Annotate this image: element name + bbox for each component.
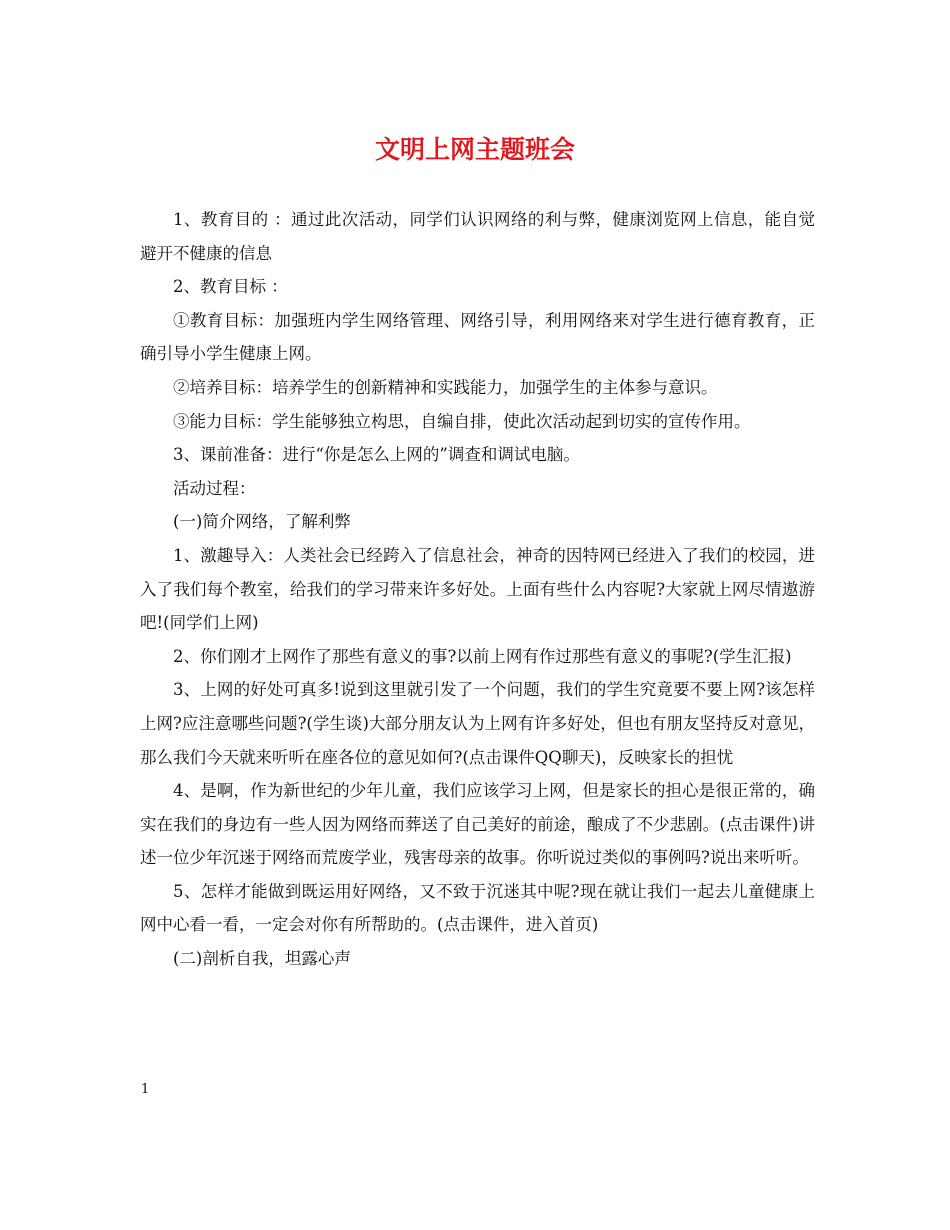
paragraph-5: ③能力目标：学生能够独立构思，自编自排，使此次活动起到切实的宣传作用。 [173, 411, 751, 431]
paragraph-3: ①教育目标：加强班内学生网络管理、网络引导，利用网络来对学生进行德育教育，正确引导小学生健康上网。 [140, 310, 815, 364]
paragraph-8: (一)简介网络，了解利弊 [173, 512, 351, 532]
paragraph-7: 活动过程： [173, 478, 256, 498]
document-body [140, 203, 815, 976]
paragraph-2: 2、教育目标 ： [173, 277, 288, 297]
document-title: 文明上网主题班会 [374, 135, 575, 164]
paragraph-1: 1、教育目的 ：通过此次活动，同学们认识网络的利与弊，健康浏览网上信息，能自觉避开不健康的信息 [140, 210, 815, 263]
paragraph-14: (二)剖析自我，坦露心声 [173, 949, 351, 969]
paragraph-11: 3、上网的好处可真多!说到这里就引发了一个问题，我们的学生究竟要不要上网?该怎样上网?应注意哪些问题?(学生谈)大部分朋友认为上网有许多好处，但也有朋友坚持反对意见，那么我们今天就来听听在座各位的意见如何?(点击课件QQ聊天)，反映家长的担忧 [140, 680, 815, 767]
page-number: 1 [141, 1082, 150, 1097]
paragraph-12: 4、是啊，作为新世纪的少年儿童，我们应该学习上网，但是家长的担心是很正常的，确实在我们的身边有一些人因为网络而葬送了自己美好的前途，酿成了不少悲剧。(点击课件)讲述一位少年沉迷于网络而荒废学业，残害母亲的故事。你听说过类似的事例吗?说出来听听。 [140, 781, 815, 868]
paragraph-6: 3、课前准备：进行“你是怎么上网的”调查和调试电脑。 [173, 445, 580, 465]
paragraph-9: 1、激趣导入：人类社会已经跨入了信息社会，神奇的因特网已经进入了我们的校园，进入了我们每个教室，给我们的学习带来许多好处。上面有些什么内容呢?大家就上网尽情遨游吧!(同学们上网) [140, 545, 815, 633]
paragraph-13: 5、怎样才能做到既运用好网络，又不致于沉迷其中呢?现在就让我们一起去儿童健康上网中心看一看，一定会对你有所帮助的。(点击课件，进入首页) [140, 881, 815, 935]
paragraph-4: ②培养目标：培养学生的创新精神和实践能力，加强学生的主体参与意识。 [173, 377, 718, 397]
paragraph-10: 2、你们刚才上网作了那些有意义的事?以前上网有作过那些有意义的事呢?(学生汇报) [173, 646, 792, 666]
